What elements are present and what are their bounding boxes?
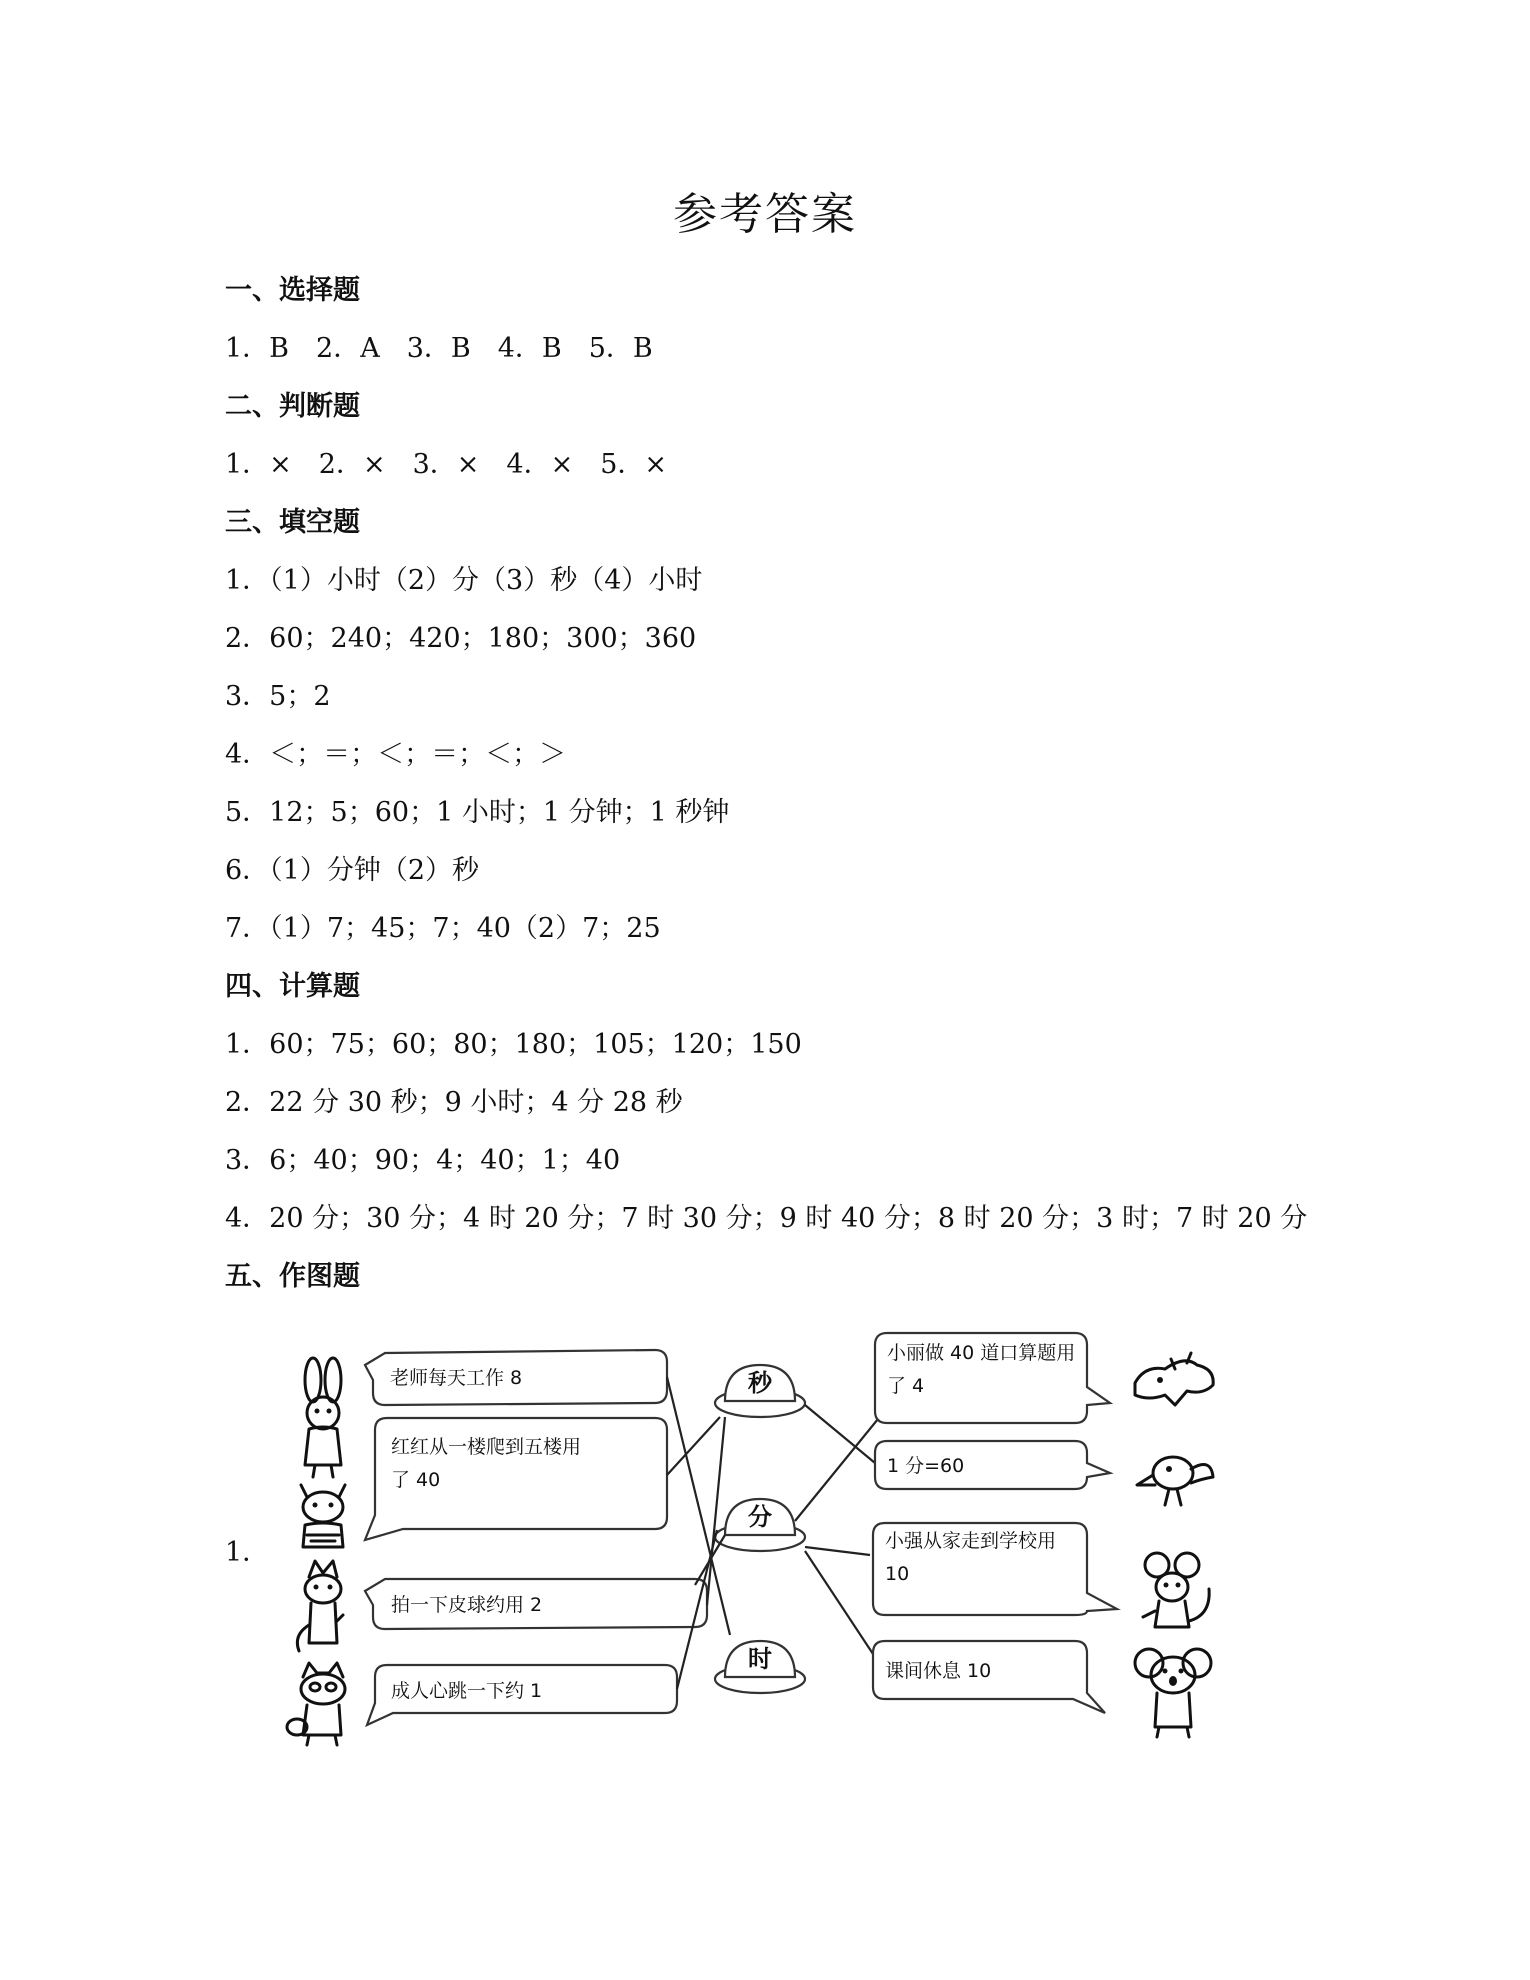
right-bubble-text: 1 分=60 [887, 1455, 965, 1477]
right-bubble-text: 10 [885, 1563, 910, 1585]
right-bubble-text: 小丽做 40 道口算题用 [887, 1342, 1076, 1364]
hat-hour [715, 1641, 805, 1693]
cow-icon [301, 1485, 345, 1547]
section-heading-fill-blank: 三、填空题 [225, 507, 360, 538]
left-bubble-text: 拍一下皮球约用 2 [391, 1594, 543, 1616]
answer-line: 2．60；240；420；180；300；360 [225, 623, 697, 654]
answer-line: 1．（1）小时（2）分（3）秒（4）小时 [225, 565, 703, 596]
answer-line: 6．（1）分钟（2）秒 [225, 855, 480, 886]
matching-figure [225, 1325, 1305, 1765]
hat-minute [715, 1499, 805, 1551]
answer-line: 2．22 分 30 秒；9 小时；4 分 28 秒 [225, 1087, 683, 1118]
left-bubble-1 [365, 1350, 667, 1405]
cat-icon [297, 1561, 343, 1651]
answer-line: 3．5；2 [225, 681, 331, 712]
section-heading-calculation: 四、计算题 [225, 971, 360, 1002]
answer-content [225, 262, 1405, 1306]
hat-second [715, 1365, 805, 1417]
answer-line: 3．6；40；90；4；40；1；40 [225, 1145, 621, 1176]
section-heading-drawing: 五、作图题 [225, 1261, 360, 1292]
left-bubble-text: 老师每天工作 8 [390, 1367, 523, 1389]
left-bubble-4 [367, 1665, 677, 1725]
left-bubble-text: 红红从一楼爬到五楼用 [391, 1436, 582, 1458]
right-bubble-text: 了 4 [887, 1375, 925, 1397]
page-title: 参考答案 [673, 189, 857, 240]
hat-label: 分 [748, 1503, 772, 1531]
section-heading-judgement: 二、判断题 [225, 391, 360, 422]
bird-icon [1137, 1457, 1213, 1505]
left-bubble-2 [365, 1418, 667, 1540]
answer-line: 4．＜；＝；＜；＝；＜；＞ [225, 739, 567, 770]
answer-line: 1．B 2．A 3．B 4．B 5．B [225, 333, 653, 364]
right-bubble-text: 课间休息 10 [885, 1660, 992, 1682]
hat-label: 秒 [748, 1369, 772, 1397]
left-bubble-3 [365, 1579, 707, 1629]
dragon-icon [1135, 1353, 1213, 1405]
left-bubble-text: 了 40 [391, 1469, 441, 1491]
hat-label: 时 [748, 1645, 772, 1673]
raccoon-icon [287, 1663, 345, 1745]
answer-line: 4．20 分；30 分；4 时 20 分；7 时 30 分；9 时 40 分；8 时 20 分；3 时；7 时 20 分 [225, 1203, 1308, 1234]
right-bubble-3 [873, 1523, 1117, 1615]
answer-line: 5．12；5；60；1 小时；1 分钟；1 秒钟 [225, 797, 730, 828]
matching-diagram [225, 1325, 1305, 1765]
rabbit-icon [305, 1358, 341, 1477]
figure-number: 1． [225, 1537, 270, 1568]
right-bubble-2 [875, 1441, 1110, 1489]
answer-line: 7．（1）7；45；7；40（2）7；25 [225, 913, 661, 944]
right-bubble-text: 小强从家走到学校用 [885, 1530, 1057, 1552]
section-heading-choice: 一、选择题 [225, 275, 360, 306]
right-bubble-1 [875, 1333, 1110, 1423]
right-bubble-4 [873, 1641, 1105, 1713]
koala-icon [1135, 1649, 1211, 1737]
left-bubble-text: 成人心跳一下约 1 [391, 1680, 543, 1702]
mouse-icon [1143, 1553, 1209, 1627]
answer-line: 1．60；75；60；80；180；105；120；150 [225, 1029, 802, 1060]
answer-line: 1．× 2．× 3．× 4．× 5．× [225, 449, 668, 480]
